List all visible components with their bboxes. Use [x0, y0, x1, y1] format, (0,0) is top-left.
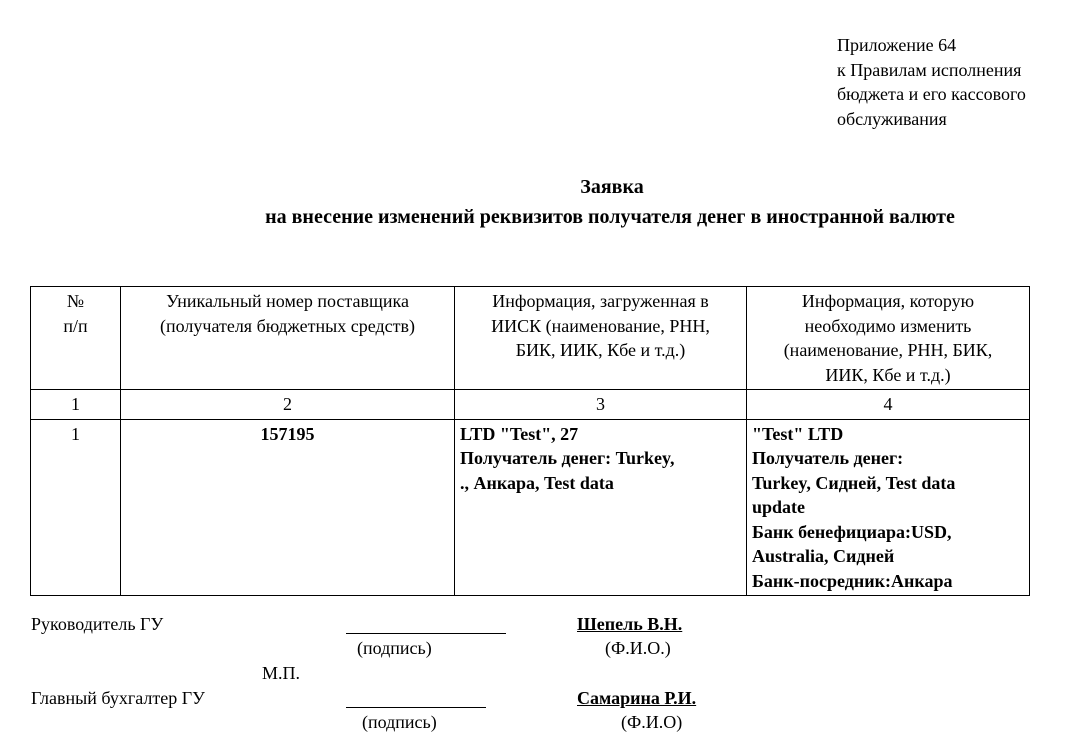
header-line: БИК, ИИК, Кбе и т.д.) [515, 340, 686, 360]
stamp-label: М.П. [262, 663, 301, 683]
table-header-row [31, 287, 1030, 390]
header-line: п/п [63, 315, 88, 336]
appendix-reference [837, 33, 1026, 131]
info-line: Банк бенефициара:USD, [752, 521, 952, 542]
header-line: Информация, загруженная в [492, 291, 709, 311]
row-number: 1 [31, 419, 121, 596]
supplier-id: 157195 [121, 419, 455, 596]
signature-caption: (подпись) [357, 638, 432, 658]
info-line: Australia, Сидней [752, 546, 895, 566]
column-number: 1 [31, 390, 121, 420]
appendix-line: бюджета и его кассового [837, 84, 1026, 104]
info-line: Получатель денег: Turkey, [460, 448, 675, 468]
head-signature-line [346, 611, 506, 634]
loaded-info [455, 419, 747, 596]
header-line: необходимо изменить [804, 315, 972, 336]
header-line: ИИК, Кбе и т.д.) [825, 364, 951, 385]
column-number: 2 [121, 390, 455, 420]
info-line: update [752, 497, 806, 517]
column-number: 3 [455, 390, 747, 420]
column-number: 4 [747, 390, 1030, 420]
info-line: Turkey, Сидней, Test data [752, 472, 956, 493]
column-number-row [31, 390, 1030, 420]
info-line: "Test" LTD [752, 423, 844, 444]
appendix-line: к Правилам исполнения [837, 59, 1022, 80]
header-line: № [66, 291, 85, 311]
header-line: Уникальный номер поставщика [166, 291, 409, 311]
header-line: (получателя бюджетных средств) [160, 315, 415, 336]
header-change-info [747, 287, 1030, 390]
info-line: Получатель денег: [752, 448, 904, 468]
document-subtitle: на внесение изменений реквизитов получателя денег в иностранной валюте [265, 206, 955, 228]
signature-caption: (подпись) [362, 712, 437, 732]
info-line: Банк-посредник:Анкара [752, 570, 953, 591]
header-loaded-info [455, 287, 747, 390]
head-label: Руководитель ГУ [31, 614, 164, 634]
header-line: ИИСК (наименование, РНН, [491, 315, 710, 336]
header-line: (наименование, РНН, БИК, [783, 340, 993, 360]
change-info [747, 419, 1030, 596]
requisites-table [30, 286, 1030, 596]
info-line: ., Анкара, Test data [460, 472, 614, 493]
accountant-signature-line [346, 685, 486, 708]
head-name: Шепель В.Н. [577, 614, 683, 634]
header-supplier-id [121, 287, 455, 390]
header-number [31, 287, 121, 390]
info-line: LTD "Test", 27 [460, 423, 579, 444]
appendix-line: обслуживания [837, 108, 947, 129]
accountant-name: Самарина Р.И. [577, 688, 697, 708]
appendix-line: Приложение 64 [837, 35, 957, 55]
document-title: Заявка [580, 176, 644, 198]
header-line: Информация, которую [801, 291, 975, 311]
fio-caption: (Ф.И.О.) [605, 638, 671, 658]
accountant-label: Главный бухгалтер ГУ [31, 688, 205, 708]
fio-caption: (Ф.И.О) [621, 712, 683, 732]
table-row [31, 419, 1030, 596]
